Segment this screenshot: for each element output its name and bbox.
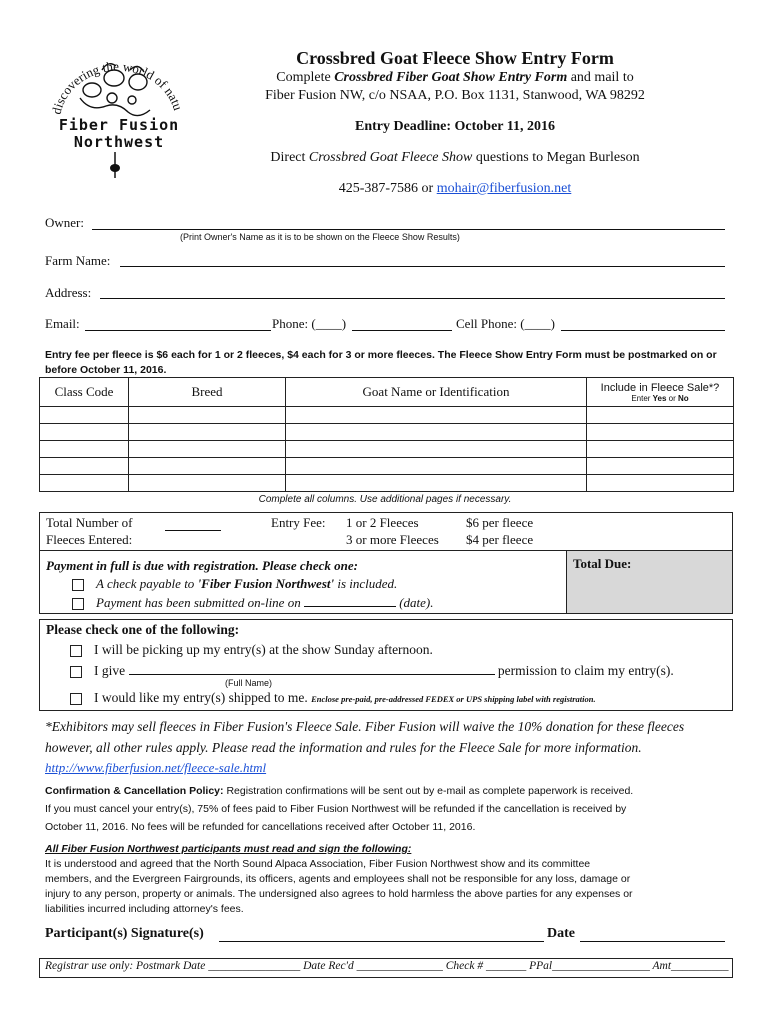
pickup-proxy-checkbox[interactable] [70, 666, 82, 678]
total-due-label: Total Due: [573, 556, 632, 571]
fee-tier-1-price: $6 per fleece [466, 515, 534, 530]
total-fleeces-field[interactable] [165, 530, 221, 531]
contact-em: Crossbred Goat Fleece Show [308, 150, 473, 165]
payment-option-check [72, 576, 397, 592]
policy-heading: Confirmation & Cancellation Policy: [45, 785, 224, 797]
waiver-heading: All Fiber Fusion Northwest participants must read and sign the following: [45, 843, 412, 855]
fee-tier-2-price: $4 per fleece [466, 532, 534, 547]
fleece-sale-link[interactable]: http://www.fiberfusion.net/fleece-sale.html [45, 760, 267, 775]
col-breed: Breed [129, 378, 286, 407]
proxy-name-field[interactable] [129, 661, 495, 675]
contact-email-link[interactable]: mohair@fiberfusion.net [436, 181, 572, 196]
email-field[interactable] [85, 330, 271, 331]
waiver-line-1: It is understood and agreed that the North Sound Alpaca Association, Fiber Fusion Northwest show and its committee [45, 858, 591, 870]
owner-field[interactable] [92, 229, 725, 230]
payment-check-checkbox[interactable] [72, 579, 84, 591]
signature-field[interactable] [219, 941, 544, 942]
pickup-opt1: I will be picking up my entry(s) at the show Sunday afternoon. [94, 642, 433, 657]
mail-line-1-pre: Complete [276, 70, 335, 85]
opt2-pre: Payment has been submitted on-line on [96, 595, 304, 610]
mail-line-1-post: and mail to [567, 70, 634, 85]
sale-sub-or: or [666, 393, 679, 403]
policy-line-2: If you must cancel your entry(s), 75% of fees paid to Fiber Fusion Northwest will be refunded if the cancellation is received by [45, 803, 627, 815]
table-row [40, 424, 734, 441]
col-class-code: Class Code [40, 378, 129, 407]
table-row [40, 475, 734, 492]
address-field[interactable] [100, 298, 725, 299]
pickup-opt2-pre: I give [94, 663, 129, 678]
opt1-em: 'Fiber Fusion Northwest' [197, 576, 335, 591]
sale-note-2: however, all other rules apply. Please read the information and rules for the Fleece Sale for more information. [45, 740, 642, 755]
logo-line1: Fiber Fusion [58, 116, 180, 134]
table-row [40, 407, 734, 424]
payment-date-field[interactable] [304, 593, 396, 607]
phone-label: Phone: (____) [272, 316, 347, 331]
opt1-post: is included. [334, 576, 398, 591]
sale-sub-yes: Yes [652, 393, 667, 403]
entries-table [39, 377, 734, 492]
policy-line-3: October 11, 2016. No fees will be refunded for cancellations received after October 11, 2016. [45, 821, 476, 833]
signature-date-field[interactable] [580, 941, 725, 942]
registrar-line: Registrar use only: Postmark Date ________________ Date Rec'd _______________ Check # _______ PPal_________________ Amt__________ [45, 960, 729, 972]
contact-phone-line [200, 181, 710, 197]
logo [42, 40, 192, 180]
table-row [40, 458, 734, 475]
logo-spindle-icon [108, 152, 122, 178]
payment-online-checkbox[interactable] [72, 598, 84, 610]
waiver-line-2: members, and the Evergreen Fairgrounds, its officers, agents and employees shall not be responsible for any loss, damage or [45, 873, 631, 885]
cell-label: Cell Phone: (____) [456, 316, 555, 331]
payment-option-online [72, 593, 434, 611]
payment-heading: Payment in full is due with registration. Please check one: [46, 558, 358, 573]
mail-address: Fiber Fusion NW, c/o NSAA, P.O. Box 1131, Stanwood, WA 98292 [265, 88, 645, 103]
policy-line-1 [45, 785, 633, 797]
pickup-opt2-post: permission to claim my entry(s). [494, 663, 674, 678]
contact-post: questions to Megan Burleson [472, 150, 640, 165]
total-label-2: Fleeces Entered: [46, 532, 133, 547]
fleece-sale-header: Include in Fleece Sale*? [600, 381, 720, 394]
pickup-opt3-note: Enclose pre-paid, pre-addressed FEDEX or UPS shipping label with registration. [311, 694, 596, 704]
pickup-ship-checkbox[interactable] [70, 693, 82, 705]
opt1-pre: A check payable to [96, 576, 198, 591]
sale-sub-no: No [678, 393, 689, 403]
contact-phone: 425-387-7586 or [338, 181, 437, 196]
fee-note: Entry fee per fleece is $6 each for 1 or 2 fleeces, $4 each for 3 or more fleeces. The Fleece Show Entry Form must be postmarked on or before October 11, 2016. [45, 349, 717, 376]
pickup-opt3: I would like my entry(s) shipped to me. [94, 690, 308, 705]
fleece-sale-subheader [587, 394, 733, 403]
pickup-heading: Please check one of the following: [46, 622, 240, 637]
total-label-1: Total Number of [46, 515, 133, 530]
pickup-option-3 [70, 690, 596, 706]
contact-pre: Direct [270, 150, 309, 165]
farm-label: Farm Name: [45, 253, 111, 268]
owner-hint: (Print Owner's Name as it is to be shown on the Fleece Show Results) [180, 232, 460, 242]
entry-deadline: Entry Deadline: October 11, 2016 [354, 119, 555, 134]
table-row [40, 441, 734, 458]
fee-tier-1: 1 or 2 Fleeces [346, 515, 419, 530]
fee-tier-2: 3 or more Fleeces [346, 532, 439, 547]
table-footnote: Complete all columns. Use additional pages if necessary. [258, 494, 512, 505]
col-goat-name: Goat Name or Identification [286, 378, 587, 407]
page-title: Crossbred Goat Fleece Show Entry Form [296, 48, 614, 68]
opt2-post: (date). [395, 595, 434, 610]
sale-sub-pre: Enter [631, 393, 653, 403]
pickup-option-1 [70, 642, 433, 658]
pickup-option-2 [70, 661, 674, 679]
phone-field[interactable] [352, 330, 452, 331]
owner-label: Owner: [45, 215, 84, 230]
farm-field[interactable] [120, 266, 725, 267]
signature-date-label: Date [547, 926, 575, 941]
waiver-line-4: liabilities incurred including attorney's fees. [45, 903, 244, 915]
full-name-hint: (Full Name) [225, 678, 273, 688]
mail-line-1-em: Crossbred Fiber Goat Show Entry Form [334, 70, 568, 85]
logo-line2: Northwest [73, 133, 165, 151]
cell-field[interactable] [561, 330, 725, 331]
col-fleece-sale [587, 378, 734, 407]
policy-text-1: Registration confirmations will be sent out by e-mail as complete paperwork is received. [223, 785, 634, 797]
logo-arc-text: discovering the world of natu [48, 58, 186, 116]
waiver-line-3: injury to any person, property or animals. The undersigned also agrees to hold harmless the above parties for any expenses or [45, 888, 633, 900]
pickup-self-checkbox[interactable] [70, 645, 82, 657]
address-label: Address: [45, 285, 92, 300]
email-label: Email: [45, 316, 80, 331]
signature-label: Participant(s) Signature(s) [45, 926, 204, 941]
contact-line [200, 150, 710, 166]
sale-note-1: *Exhibitors may sell fleeces in Fiber Fusion's Fleece Sale. Fiber Fusion will waive the 10% donation for these fleeces [45, 719, 685, 734]
entry-fee-label: Entry Fee: [271, 515, 326, 530]
mail-line-1 [200, 70, 710, 86]
